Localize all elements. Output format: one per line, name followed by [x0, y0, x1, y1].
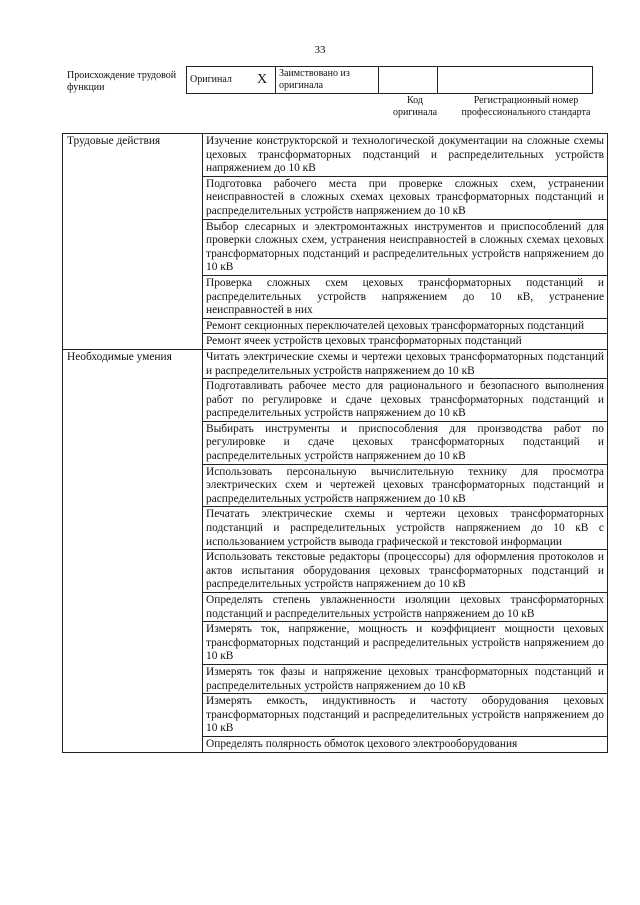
table-row: [63, 134, 608, 177]
code-cell: [379, 67, 438, 94]
page-number: 33: [314, 44, 326, 56]
section-item: Ремонт секционных переключателей цеховых трансформаторных подстанций: [203, 318, 608, 334]
borrowed-cell: Заимствовано из оригинала: [276, 67, 379, 94]
section-item: Измерять ток фазы и напряжение цеховых трансформаторных подстанций и распределительных устройств напряжением до 10 кВ: [203, 664, 608, 693]
section-item: Печатать электрические схемы и чертежи цеховых трансформаторных подстанций и распределительных устройств напряжением до 10 кВ с использованием устройств вывода графической и текстовой информации: [203, 507, 608, 550]
function-table: [62, 133, 608, 753]
section-item: Измерять ток, напряжение, мощность и коэффициент мощности цеховых трансформаторных подстанций и распределительных устройств напряжением до 10 кВ: [203, 622, 608, 665]
reg-number-label: Регистрационный номер профессионального стандарта: [461, 95, 591, 118]
section-item: Изучение конструкторской и технологической документации на сложные схемы цеховых трансформаторных подстанций и распределительных устройств напряжением до 10 кВ: [203, 134, 608, 177]
reg-number-cell: [438, 67, 593, 94]
origin-table: [186, 66, 593, 94]
section-item: Читать электрические схемы и чертежи цеховых трансформаторных подстанций и распределительных устройств напряжением до 10 кВ: [203, 349, 608, 378]
section-item: Выбирать инструменты и приспособления для производства работ по регулировке и сдаче цеховых трансформаторных подстанций и распределительных устройств напряжением до 10 кВ: [203, 421, 608, 464]
original-cell: Оригинал: [187, 67, 250, 94]
code-label: Код оригинала: [392, 95, 438, 118]
section-item: Измерять емкость, индуктивность и частоту оборудования цеховых трансформаторных подстанций и распределительных устройств напряжением до 10 кВ: [203, 694, 608, 737]
function-table-body: [63, 134, 608, 753]
section-label: Необходимые умения: [63, 349, 203, 752]
original-mark: X: [249, 67, 276, 94]
origin-label: Происхождение трудовой функции: [67, 70, 177, 93]
section-item: Выбор слесарных и электромонтажных инструментов и приспособлений для проверки сложных схем, устранения неисправностей в сложных схемах цеховых трансформаторных подстанций и распределительных устройств напряжением до 10 кВ: [203, 219, 608, 275]
section-item: Использовать персональную вычислительную технику для просмотра электрических схем и чертежей цеховых трансформаторных подстанций и распределительных устройств напряжением до 10 кВ: [203, 464, 608, 507]
section-item: Ремонт ячеек устройств цеховых трансформаторных подстанций: [203, 334, 608, 350]
section-item: Определять полярность обмоток цехового электрооборудования: [203, 736, 608, 752]
section-label: Трудовые действия: [63, 134, 203, 350]
section-item: Подготавливать рабочее место для рационального и безопасного выполнения работ по регулировке и сдаче цеховых трансформаторных подстанций и распределительных устройств напряжением до 10 кВ: [203, 379, 608, 422]
section-item: Использовать текстовые редакторы (процессоры) для оформления протоколов и актов испытания оборудования цеховых трансформаторных подстанций и распределительных устройств напряжением до 10 кВ: [203, 550, 608, 593]
section-item: Определять степень увлажненности изоляции цеховых трансформаторных подстанций и распределительных устройств напряжением до 10 кВ: [203, 593, 608, 622]
section-item: Проверка сложных схем цеховых трансформаторных подстанций и распределительных устройств напряжением до 10 кВ, устранение неисправностей в них: [203, 275, 608, 318]
table-row: [63, 349, 608, 378]
section-item: Подготовка рабочего места при проверке сложных схем, устранении неисправностей в сложных схемах цеховых трансформаторных подстанций и распределительных устройств напряжением до 10 кВ: [203, 176, 608, 219]
